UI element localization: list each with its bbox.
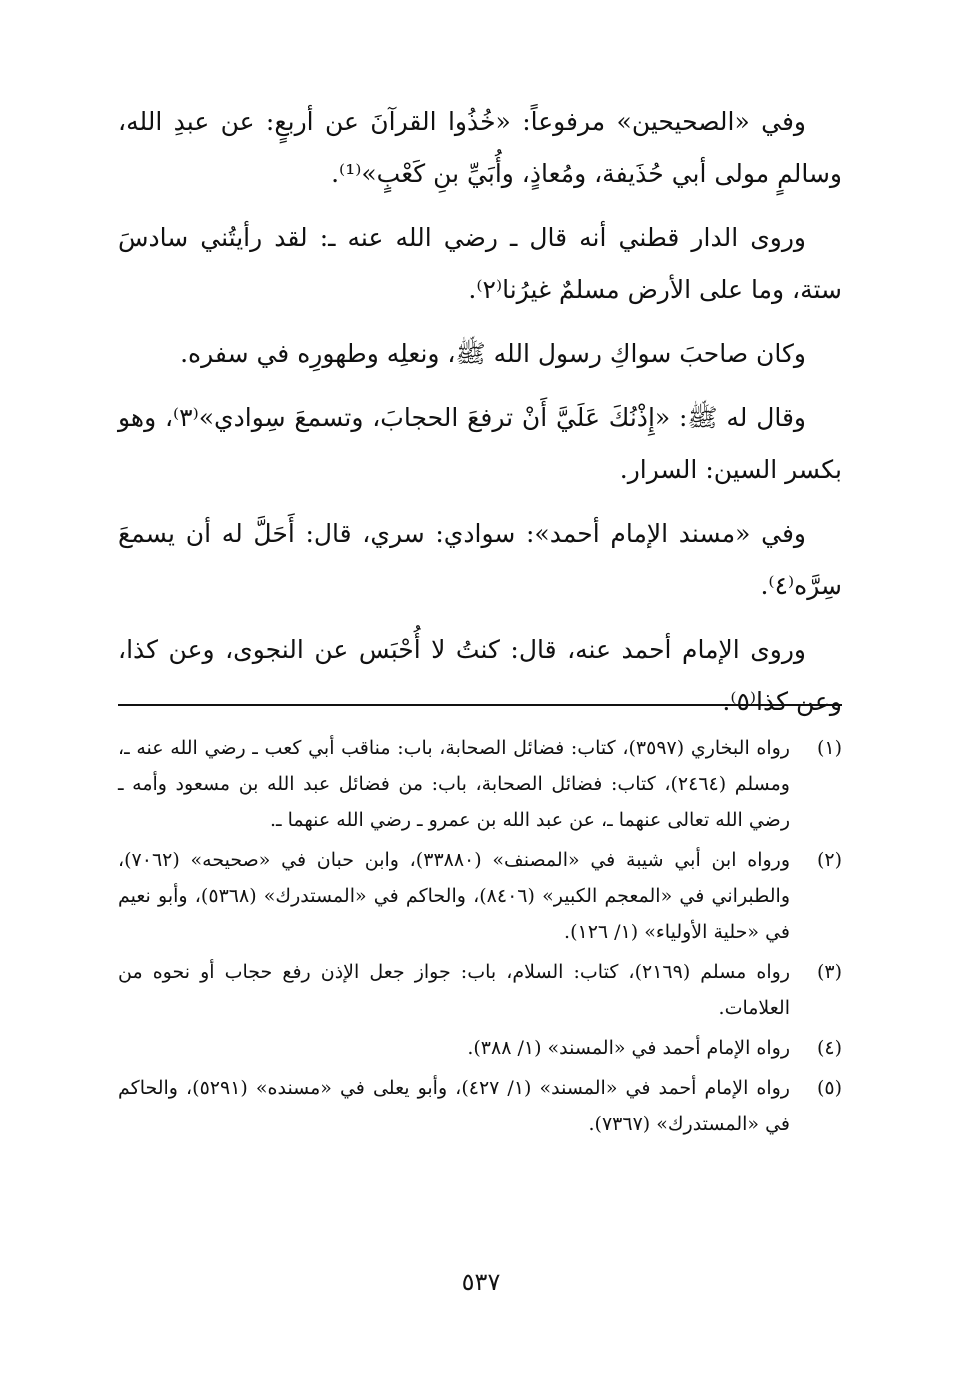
footnote-text: رواه مسلم (٢١٦٩)، كتاب: السلام، باب: جواز جعل الإذن رفع حجاب أو نحوه من العلامات. — [118, 961, 790, 1019]
paragraph: وروى الإمام أحمد عنه، قال: كنتُ لا أُحْبَس عن النجوى، وعن كذا، وعن كذا⁽٥⁾. — [118, 635, 842, 716]
paragraph: وروى الدار قطني أنه قال ـ رضي الله عنه ـ: لقد رأيتُني سادسَ ستة، وما على الأرض مسلمٌ غيرُنا⁽٢⁾. — [118, 223, 842, 304]
footnote-number: (٥) — [816, 1077, 842, 1099]
paragraph: وفي «مسند الإمام أحمد»: سوادي: سري، قال: أَحَلَّ له أن يسمعَ سِرَّه⁽٤⁾. — [118, 519, 842, 600]
footnote — [118, 730, 842, 838]
paragraph: وكان صاحبَ سواكِ رسول الله ﷺ، ونعلِه وطهورِه في سفره. — [180, 339, 806, 368]
footnote-text: رواه البخاري (٣٥٩٧)، كتاب: فضائل الصحابة، باب: مناقب أبي كعب ـ رضي الله عنه ـ، ومسلم (٢٤٦٤)، كتاب: فضائل الصحابة، باب: من فضائل عبد الله بن مسعود وأمه ـ رضي الله تعالى عنهما ـ، عن عبد الله بن عمرو ـ رضي الله عنهما ـ. — [118, 737, 790, 831]
footnote — [118, 842, 842, 950]
main-text — [118, 96, 842, 740]
footnote — [118, 1030, 842, 1066]
page-number: ٥٣٧ — [461, 1268, 501, 1296]
footnote-number: (٤) — [816, 1037, 842, 1059]
footnote-text: ورواه ابن أبي شيبة في «المصنف» (٣٣٨٨٠)، وابن حبان في «صحيحه» (٧٠٦٢)، والطبراني في «المعجم الكبير» (٨٤٠٦)، والحاكم في «المستدرك» (٥٣٦٨)، وأبو نعيم في «حلية الأولياء» (١/ ١٢٦). — [118, 849, 790, 943]
footnote-number: (٣) — [816, 961, 842, 983]
footnote-separator — [118, 704, 842, 706]
footnote-number: (١) — [816, 737, 842, 759]
footnote — [118, 1070, 842, 1142]
footnote-text: رواه الإمام أحمد في «المسند» (١/ ٤٢٧)، وأبو يعلى في «مسنده» (٥٢٩١)، والحاكم في «المستدرك» (٧٣٦٧). — [118, 1077, 790, 1135]
paragraph: وفي «الصحيحين» مرفوعاً: «خُذُوا القرآنَ عن أربعٍ: عن عبدِ الله، وسالمٍ مولى أبي حُذَيفة، ومُعاذٍ، وأُبَيِّ بنِ كَعْبٍ»⁽¹⁾. — [118, 107, 842, 188]
footnote-number: (٢) — [816, 849, 842, 871]
footnote — [118, 954, 842, 1026]
footnotes — [118, 730, 842, 1146]
footnote-text: رواه الإمام أحمد في «المسند» (١/ ٣٨٨). — [467, 1037, 790, 1059]
paragraph: وقال له ﷺ: «إِذْنُكَ عَلَيَّ أَنْ ترفعَ الحجابَ، وتسمعَ سِوادي»⁽٣⁾، وهو بكسر السين: السرار. — [118, 403, 842, 484]
